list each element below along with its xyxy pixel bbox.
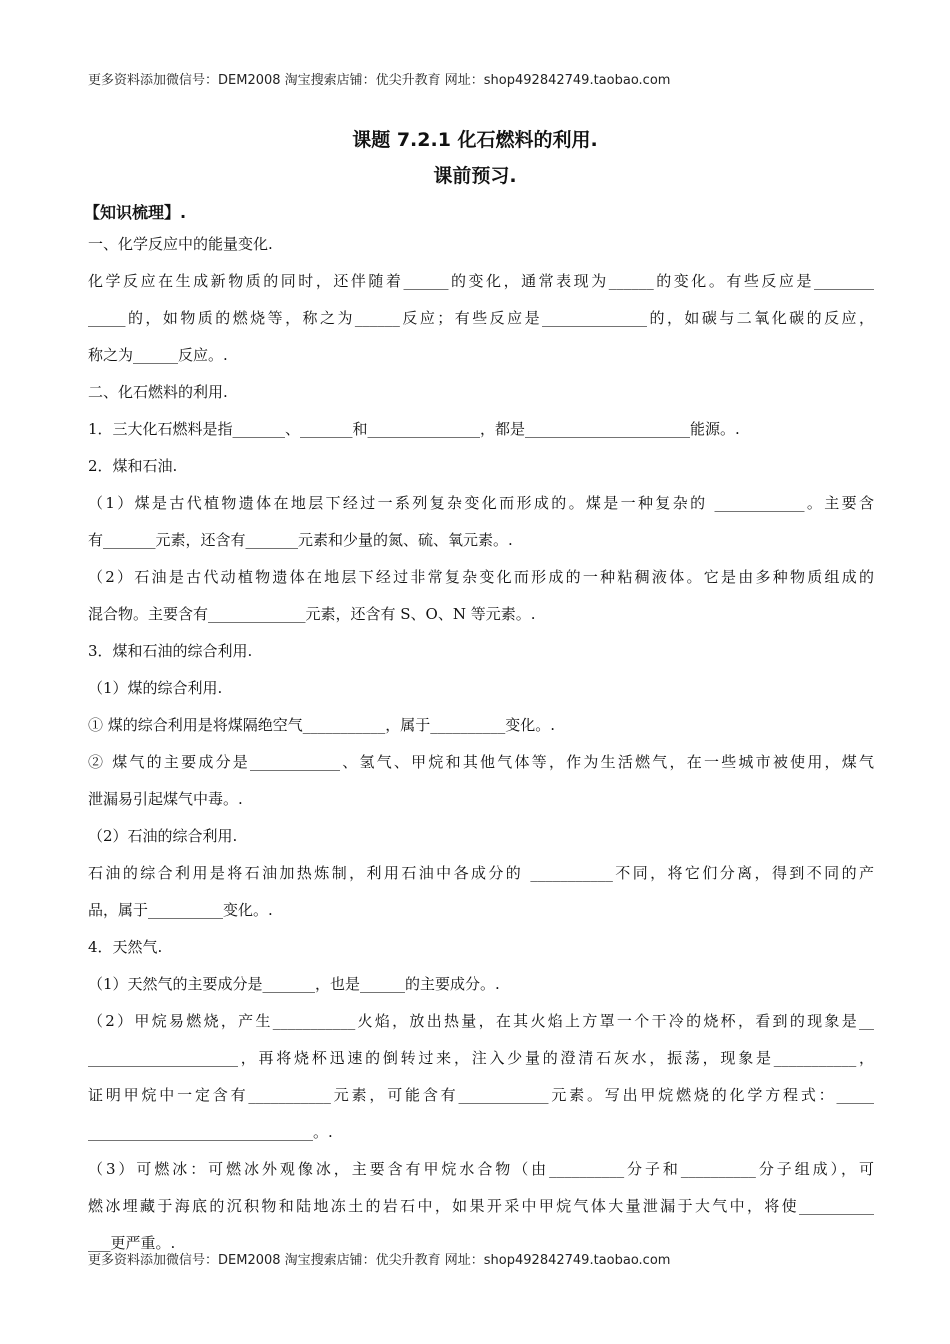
text-line: 燃冰埋藏于海底的沉积物和陆地冻土的岩石中，如果开采中甲烷气体大量泄漏于大气中，将使__________ (88, 1197, 874, 1215)
text-line: ___更严重。. (88, 1234, 176, 1252)
text-line: 二、化石燃料的利用. (88, 383, 228, 401)
text-line: 石油的综合利用是将石油加热炼制，利用石油中各成分的 ___________不同，将它们分离，得到不同的产 (88, 864, 874, 882)
text-line: 化学反应在生成新物质的同时，还伴随着______的变化，通常表现为______的变化。有些反应是________ (88, 272, 874, 290)
text-line: （2）甲烷易燃烧，产生___________火焰，放出热量，在其火焰上方罩一个干冷的烧杯，看到的现象是__ (88, 1012, 874, 1030)
text-line: 品，属于__________变化。. (88, 901, 273, 919)
text-line: 混合物。主要含有_____________元素，还含有 S、O、N 等元素。. (88, 605, 536, 623)
text-line: 证明甲烷中一定含有___________元素，可能含有____________元素。写出甲烷燃烧的化学方程式：_____ (88, 1086, 874, 1104)
page-subtitle: 课前预习. (433, 165, 517, 187)
text-line: 一、化学反应中的能量变化. (88, 235, 273, 253)
footer-note: 更多资料添加微信号：DEM2008 淘宝搜索店铺：优尖升教育 网址：shop492842749.taobao.com (88, 1253, 671, 1268)
text-line: ① 煤的综合利用是将煤隔绝空气___________，属于__________变化。. (88, 716, 556, 734)
text-line: 1．三大化石燃料是指_______、_______和_______________，都是______________________能源。. (88, 420, 740, 438)
text-line: 称之为______反应。. (88, 346, 228, 364)
text-line: 3．煤和石油的综合利用. (88, 642, 253, 660)
text-line: （1）煤的综合利用. (88, 679, 223, 697)
worksheet-body (88, 226, 874, 1262)
text-line: 2．煤和石油. (88, 457, 178, 475)
text-line: （2）石油的综合利用. (88, 827, 238, 845)
text-line: （3）可燃冰：可燃冰外观像冰，主要含有甲烷水合物（由__________分子和__________分子组成），可 (88, 1160, 874, 1178)
text-line: （2）石油是古代动植物遗体在地层下经过非常复杂变化而形成的一种粘稠液体。它是由多种物质组成的 (88, 568, 874, 586)
page-title: 课题 7.2.1 化石燃料的利用. (352, 129, 598, 151)
header-note: 更多资料添加微信号：DEM2008 淘宝搜索店铺：优尖升教育 网址：shop492842749.taobao.com (88, 73, 671, 88)
text-line: ② 煤气的主要成分是____________、氢气、甲烷和其他气体等，作为生活燃气，在一些城市被使用，煤气 (88, 753, 874, 771)
text-line: 有_______元素，还含有_______元素和少量的氮、硫、氧元素。. (88, 531, 513, 549)
text-line: _____的，如物质的燃烧等，称之为______反应；有些反应是______________的，如碳与二氧化碳的反应， (88, 309, 874, 327)
text-line: 泄漏易引起煤气中毒。. (88, 790, 243, 808)
text-line: ____________________，再将烧杯迅速的倒转过来，注入少量的澄清石灰水，振荡，现象是___________， (88, 1049, 874, 1067)
section-heading: 【知识梳理】. (84, 203, 187, 222)
text-line: （1）天然气的主要成分是_______，也是______的主要成分。. (88, 975, 500, 993)
text-line: （1）煤是古代植物遗体在地层下经过一系列复杂变化而形成的。煤是一种复杂的 ____________。主要含 (88, 494, 874, 512)
text-line: ______________________________。. (88, 1123, 333, 1141)
text-line: 4．天然气. (88, 938, 163, 956)
